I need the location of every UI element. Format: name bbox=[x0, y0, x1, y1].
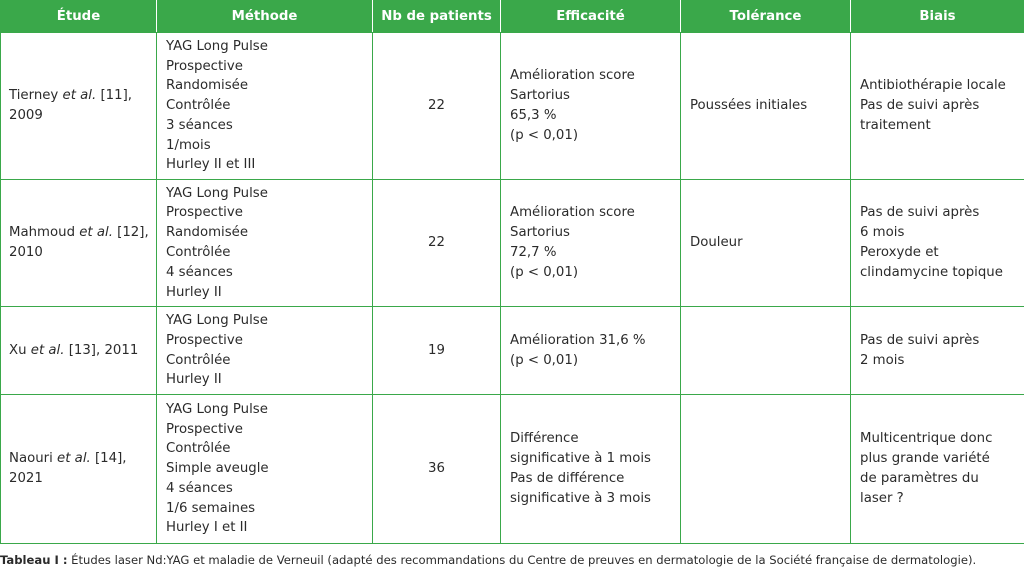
efficacite-line: Amélioration 31,6 % bbox=[510, 332, 646, 348]
table-caption bbox=[0, 552, 1024, 568]
efficacite-line: significative à 1 mois bbox=[510, 451, 651, 467]
cell-biais bbox=[851, 395, 1024, 544]
methode-line: YAG Long Pulse bbox=[166, 38, 268, 54]
cell-tolerance bbox=[681, 307, 851, 395]
methode-line: 1/6 semaines bbox=[166, 500, 256, 516]
methode-line: Hurley II bbox=[166, 372, 222, 388]
cell-biais bbox=[851, 307, 1024, 395]
cell-biais bbox=[851, 33, 1024, 180]
nb-patients-value: 36 bbox=[428, 461, 445, 477]
methode-line: Simple aveugle bbox=[166, 461, 269, 477]
etude-et-al: et al. bbox=[57, 451, 91, 467]
methode-line: Prospective bbox=[166, 332, 243, 348]
cell-nb-patients bbox=[373, 33, 501, 180]
etude-et-al: et al. bbox=[62, 88, 97, 104]
biais-line: 2 mois bbox=[860, 352, 905, 368]
table-row bbox=[1, 33, 1024, 180]
cell-tolerance bbox=[681, 395, 851, 544]
etude-line bbox=[9, 341, 150, 361]
efficacite-line: (p < 0,01) bbox=[510, 127, 579, 143]
etude-et-al: et al. bbox=[30, 342, 65, 358]
header-tolerance: Tolérance bbox=[681, 1, 851, 33]
cell-efficacite bbox=[501, 180, 681, 307]
biais-line: laser ? bbox=[860, 490, 904, 506]
table-header-row bbox=[1, 1, 1024, 33]
etude-ref: [13], 2011 bbox=[64, 342, 139, 358]
efficacite-line: Sartorius bbox=[510, 88, 570, 104]
header-methode: Méthode bbox=[157, 1, 373, 33]
caption-label: Tableau I : bbox=[0, 553, 68, 567]
biais-line: de paramètres du bbox=[860, 471, 979, 486]
methode-line: Hurley II bbox=[166, 284, 222, 300]
header-efficacite: Efficacité bbox=[501, 1, 681, 33]
biais-line: Pas de suivi après bbox=[860, 332, 980, 348]
methode-line: Hurley I et II bbox=[166, 520, 248, 536]
header-etude: Étude bbox=[1, 1, 157, 33]
methode-line: YAG Long Pulse bbox=[166, 312, 268, 328]
cell-methode bbox=[157, 307, 373, 395]
cell-efficacite bbox=[501, 395, 681, 544]
etude-ref: [11], bbox=[96, 88, 132, 104]
methode-line: 4 séances bbox=[166, 480, 233, 496]
efficacite-line: Amélioration score bbox=[510, 205, 635, 221]
methode-line: 4 séances bbox=[166, 264, 233, 280]
etude-line bbox=[9, 223, 150, 243]
etude-year: 2009 bbox=[9, 108, 43, 123]
cell-methode bbox=[157, 33, 373, 180]
efficacite-line: Pas de différence bbox=[510, 471, 625, 486]
methode-line: Prospective bbox=[166, 205, 243, 221]
cell-etude bbox=[1, 33, 157, 180]
etude-author: Naouri bbox=[9, 451, 58, 467]
biais-line: Multicentrique donc bbox=[860, 431, 993, 447]
etude-line bbox=[9, 86, 150, 106]
methode-line: Prospective bbox=[166, 421, 243, 437]
etude-ref: [14], bbox=[90, 451, 127, 467]
methode-line: YAG Long Pulse bbox=[166, 401, 268, 417]
cell-methode bbox=[157, 395, 373, 544]
etude-ref: [12], bbox=[112, 225, 149, 241]
biais-line: Peroxyde et bbox=[860, 245, 939, 260]
cell-tolerance bbox=[681, 33, 851, 180]
etude-line bbox=[9, 449, 150, 469]
cell-nb-patients bbox=[373, 307, 501, 395]
methode-line: Contrôlée bbox=[166, 352, 231, 368]
nb-patients-value: 22 bbox=[428, 98, 445, 114]
efficacite-line: Différence bbox=[510, 431, 579, 447]
methode-line: Contrôlée bbox=[166, 441, 231, 457]
cell-methode bbox=[157, 180, 373, 307]
efficacite-line: (p < 0,01) bbox=[510, 352, 579, 368]
table-row bbox=[1, 395, 1024, 544]
tolerance-line: Douleur bbox=[690, 235, 743, 251]
biais-line: Pas de suivi après bbox=[860, 205, 980, 221]
caption-text: Études laser Nd:YAG et maladie de Verneuil (adapté des recommandations du Centre de preuves en dermatologie de la Société française de dermatologie). bbox=[67, 553, 977, 567]
efficacite-line: 65,3 % bbox=[510, 108, 557, 123]
methode-line: Contrôlée bbox=[166, 245, 231, 260]
etude-et-al: et al. bbox=[79, 225, 113, 241]
table-row bbox=[1, 180, 1024, 307]
cell-efficacite bbox=[501, 307, 681, 395]
nb-patients-value: 19 bbox=[428, 342, 445, 358]
cell-tolerance bbox=[681, 180, 851, 307]
header-nb-patients: Nb de patients bbox=[373, 1, 501, 33]
biais-line: clindamycine topique bbox=[860, 264, 1003, 280]
cell-etude bbox=[1, 180, 157, 307]
biais-line: 6 mois bbox=[860, 225, 905, 241]
methode-line: Randomisée bbox=[166, 78, 249, 94]
methode-line: Prospective bbox=[166, 58, 243, 74]
etude-year: 2021 bbox=[9, 471, 43, 486]
table-row bbox=[1, 307, 1024, 395]
efficacite-line: Sartorius bbox=[510, 225, 570, 241]
biais-line: plus grande variété bbox=[860, 451, 990, 467]
tolerance-line: Poussées initiales bbox=[690, 98, 808, 114]
etude-author: Mahmoud bbox=[9, 225, 80, 241]
methode-line: YAG Long Pulse bbox=[166, 185, 268, 201]
cell-etude bbox=[1, 395, 157, 544]
methode-line: Randomisée bbox=[166, 225, 249, 241]
cell-nb-patients bbox=[373, 180, 501, 307]
methode-line: 1/mois bbox=[166, 137, 211, 153]
biais-line: Antibiothérapie locale bbox=[860, 78, 1006, 94]
methode-line: Contrôlée bbox=[166, 98, 231, 114]
etude-author: Tierney bbox=[9, 88, 63, 104]
cell-nb-patients bbox=[373, 395, 501, 544]
biais-line: traitement bbox=[860, 117, 931, 133]
cell-efficacite bbox=[501, 33, 681, 180]
methode-line: 3 séances bbox=[166, 117, 233, 133]
efficacite-line: Amélioration score bbox=[510, 68, 635, 84]
nb-patients-value: 22 bbox=[428, 235, 445, 251]
cell-biais bbox=[851, 180, 1024, 307]
etude-year: 2010 bbox=[9, 245, 43, 260]
efficacite-line: (p < 0,01) bbox=[510, 264, 579, 280]
etude-author: Xu bbox=[9, 342, 31, 358]
header-biais: Biais bbox=[851, 1, 1024, 33]
methode-line: Hurley II et III bbox=[166, 157, 256, 173]
efficacite-line: significative à 3 mois bbox=[510, 490, 651, 506]
biais-line: Pas de suivi après bbox=[860, 98, 980, 114]
efficacite-line: 72,7 % bbox=[510, 245, 557, 260]
cell-etude bbox=[1, 307, 157, 395]
